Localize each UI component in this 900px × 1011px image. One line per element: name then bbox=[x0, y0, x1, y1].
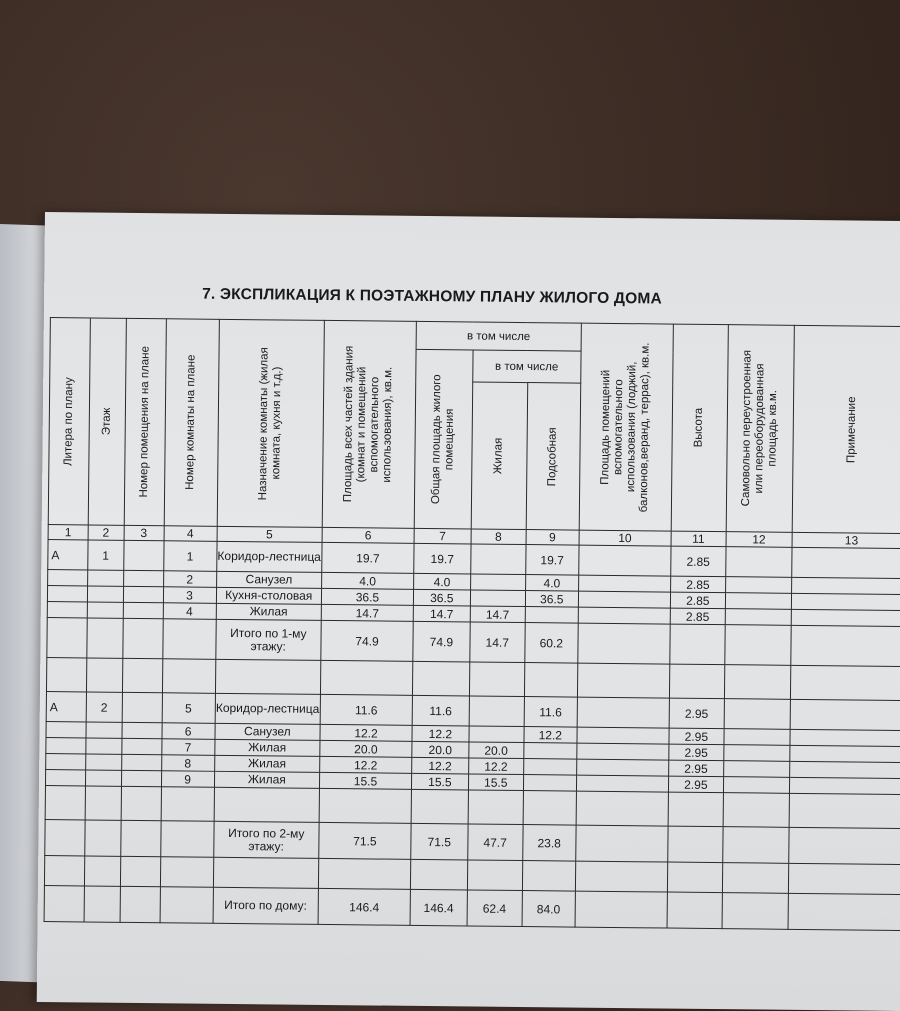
grand-total-row: Итого по дому: 146.4 146.4 62.4 84.0 bbox=[44, 886, 900, 931]
document-title: 7. ЭКСПЛИКАЦИЯ К ПОЭТАЖНОМУ ПЛАНУ ЖИЛОГО ДОМА bbox=[202, 285, 663, 308]
table-row: 7 Жилая 20.0 20.0 20.0 2.95 bbox=[46, 738, 900, 763]
table-row: 2 Санузел 4.0 4.0 4.0 2.85 bbox=[48, 570, 900, 595]
header-height: Высота bbox=[671, 324, 728, 532]
table-row: 4 Жилая 14.7 14.7 14.7 2.85 bbox=[47, 602, 900, 627]
header-aux-area: Площадь помещений вспомогательного использования (лоджий, балконов,веранд, террас), кв.м. bbox=[579, 323, 673, 531]
header-room-number: Номер комнаты на плане bbox=[164, 319, 219, 527]
header-floor: Этаж bbox=[88, 318, 126, 525]
header-room-purpose: Назначение комнаты (жилая комната, кухня и т.д.) bbox=[217, 319, 325, 527]
header-living: Жилая bbox=[471, 382, 528, 529]
document-page bbox=[37, 212, 900, 1011]
header-premise-number: Номер помещения на плане bbox=[124, 318, 166, 525]
table-row: А 2 5 Коридор-лестница 11.6 11.6 11.6 2.95 bbox=[46, 692, 900, 731]
header-total-area: Площадь всех частей здания (комнат и помещений вспомогательного использования), кв.м. bbox=[322, 320, 416, 528]
subtotal-row-floor2: Итого по 2-му этажу: 71.5 71.5 47.7 23.8 bbox=[45, 820, 900, 865]
header-note: Примечание bbox=[792, 325, 900, 533]
table-row: 6 Санузел 12.2 12.2 12.2 2.95 bbox=[46, 722, 900, 747]
explication-table bbox=[44, 317, 900, 931]
table-row: 3 Кухня-столовая 36.5 36.5 36.5 2.85 bbox=[47, 586, 900, 611]
table-row: 9 Жилая 15.5 15.5 15.5 2.95 bbox=[45, 770, 900, 795]
table-row: А 1 1 Коридор-лестница 19.7 19.7 19.7 2.85 bbox=[48, 540, 900, 579]
subtotal-row-floor1: Итого по 1-му этажу: 74.9 74.9 14.7 60.2 bbox=[47, 618, 900, 667]
header-general-area: Общая площадь жилого помещения bbox=[414, 349, 473, 529]
header-in-that-number-2: в том числе bbox=[472, 350, 580, 383]
header-auxiliary: Подсобная bbox=[526, 383, 581, 530]
header-litera: Литера по плану bbox=[48, 318, 90, 525]
column-numbers-row: 1 2 3 4 5 6 7 8 9 10 11 12 13 bbox=[48, 525, 900, 549]
header-unauthorized-area: Самовольно переустроенная или переоборудованная площадь кв.м. bbox=[726, 325, 794, 533]
header-in-that-number: в том числе bbox=[416, 321, 581, 351]
table-row: 8 Жилая 12.2 12.2 12.2 2.95 bbox=[46, 754, 900, 779]
